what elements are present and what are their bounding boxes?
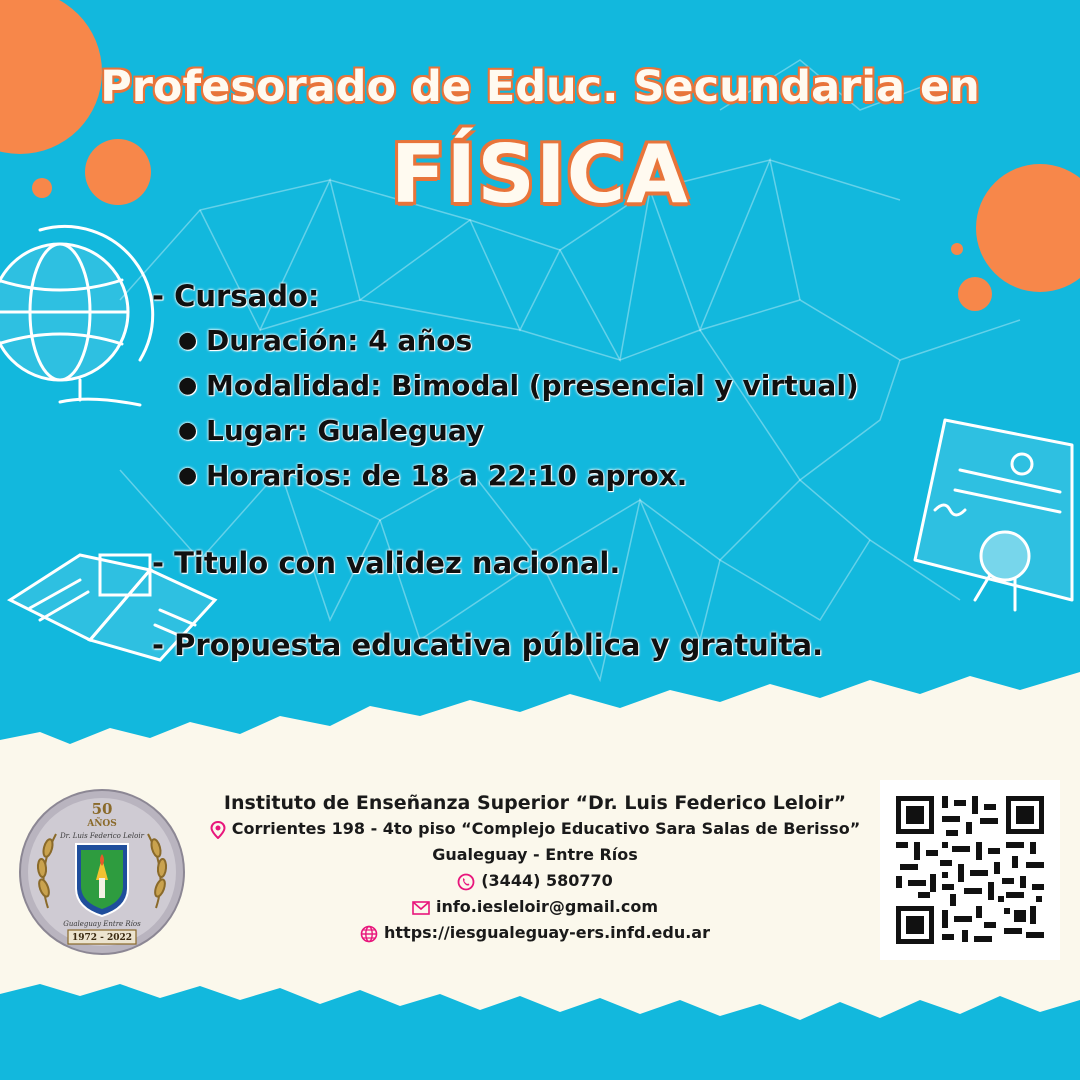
envelope-icon (412, 901, 430, 915)
globe-icon (360, 925, 378, 943)
phone-line (190, 868, 880, 894)
bullet-dot: ● (178, 373, 198, 398)
list-item (178, 453, 1012, 498)
qr-code-image (880, 780, 1060, 960)
orange-dot-right (951, 243, 963, 255)
whatsapp-phone-icon (457, 873, 475, 891)
email-line (190, 894, 880, 920)
bullet-text: Modalidad: Bimodal (presencial y virtual) (206, 369, 859, 402)
globe-icon (0, 226, 153, 405)
cursado-list (178, 318, 1012, 498)
location-pin-icon (210, 821, 226, 839)
institution-info (190, 790, 880, 946)
bullet-text: Horarios: de 18 a 22:10 aprox. (206, 459, 688, 492)
institution-name: Instituto de Enseñanza Superior “Dr. Luis Federico Leloir” (223, 792, 847, 814)
website-line (190, 920, 880, 946)
titulo-text: - Titulo con validez nacional. (152, 546, 621, 580)
address-line (190, 816, 880, 842)
title-line-1: Profesorado de Educ. Secundaria en (100, 62, 980, 112)
logo-name: Dr. Luis Federico Leloir (60, 832, 144, 840)
institution-logo (18, 788, 186, 956)
title-main: FÍSICA (390, 128, 690, 221)
propuesta-text: - Propuesta educativa pública y gratuita. (152, 628, 824, 662)
bullet-text: Duración: 4 años (206, 324, 473, 357)
list-item (178, 363, 1012, 408)
list-item (178, 318, 1012, 363)
email-link[interactable]: info.iesleloir@gmail.com (435, 897, 659, 916)
list-item (178, 408, 1012, 453)
logo-years: 1972 - 2022 (71, 933, 133, 943)
phone-text[interactable]: (3444) 580770 (481, 871, 613, 890)
logo-word: AÑOS (87, 819, 117, 829)
city-text: Gualeguay - Entre Ríos (432, 845, 638, 864)
bullet-text: Lugar: Gualeguay (206, 414, 485, 447)
bullet-dot: ● (178, 418, 198, 443)
bullet-dot: ● (178, 328, 198, 353)
logo-number: 50 (91, 800, 113, 818)
bullet-dot: ● (178, 463, 198, 488)
program-details (152, 278, 1012, 663)
logo-place: Gualeguay Entre Ríos (63, 920, 141, 928)
address-text: Corrientes 198 - 4to piso “Complejo Educativo Sara Salas de Berisso” (231, 819, 861, 838)
qr-code[interactable] (880, 780, 1060, 960)
cursado-heading: - Cursado: (152, 279, 320, 313)
website-link[interactable]: https://iesgualeguay-ers.infd.edu.ar (384, 923, 710, 942)
